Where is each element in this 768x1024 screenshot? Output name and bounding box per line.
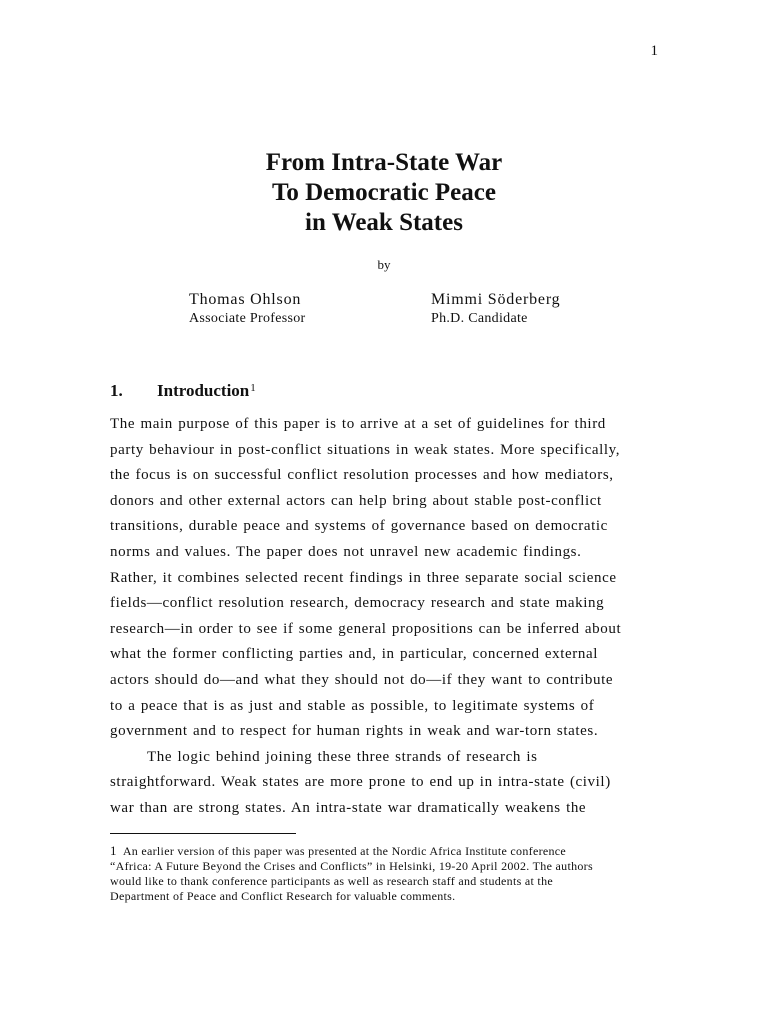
author-role: Associate Professor (189, 311, 306, 326)
text-line: norms and values. The paper does not unravel new academic findings. (110, 543, 582, 560)
text-line: transitions, durable peace and systems of governance based on democratic (110, 518, 608, 535)
footnote-line: “Africa: A Future Beyond the Crises and Conflicts” in Helsinki, 19-20 April 2002. The authors (110, 859, 593, 873)
author-block (431, 290, 560, 328)
section-number: 1. (110, 381, 123, 400)
paper-title (0, 148, 768, 238)
text-line: what the former conflicting parties and, in particular, concerned external (110, 646, 599, 663)
author-name: Mimmi Söderberg (431, 291, 561, 308)
text-line: the focus is on successful conflict resolution processes and how mediators, (110, 467, 614, 484)
text-line: fields—conflict resolution research, democracy research and state making (110, 595, 605, 612)
author-role: Ph.D. Candidate (431, 311, 528, 326)
footnote-line: would like to thank conference participants as well as research staff and students at the (110, 874, 553, 888)
footnote-reference: 1 (250, 382, 256, 394)
author-block (189, 290, 306, 328)
text-line: straightforward. Weak states are more prone to end up in intra-state (civil) (110, 774, 611, 791)
text-line: research—in order to see if some general propositions can be inferred about (110, 620, 622, 637)
footnote-text: An earlier version of this paper was presented at the Nordic Africa Institute conference (122, 844, 567, 858)
footnote-divider (110, 833, 296, 834)
text-line: party behaviour in post-conflict situations in weak states. More specifically, (110, 441, 621, 458)
title-line: To Democratic Peace (272, 179, 496, 206)
text-line: Rather, it combines selected recent findings in three separate social science (110, 569, 617, 586)
text-line: actors should do—and what they should not do—if they want to contribute (110, 671, 614, 688)
footnote (110, 843, 670, 904)
text-line: to a peace that is as just and stable as possible, to legitimate systems of (110, 697, 595, 714)
footnote-mark: 1 (110, 843, 117, 858)
page-number: 1 (650, 43, 658, 59)
text-line: The main purpose of this paper is to arrive at a set of guidelines for third (110, 416, 606, 432)
section-heading (110, 381, 256, 401)
text-line: The logic behind joining these three strands of research is (147, 748, 538, 765)
text-line: war than are strong states. An intra-state war dramatically weakens the (110, 799, 587, 816)
text-line: donors and other external actors can help bring about stable post-conflict (110, 492, 602, 509)
byline: by (377, 257, 391, 272)
text-line: government and to respect for human rights in weak and war-torn states. (110, 723, 599, 740)
footnote-line (110, 843, 670, 859)
body-text (110, 412, 660, 822)
title-line: From Intra-State War (265, 149, 503, 176)
footnote-line: Department of Peace and Conflict Research for valuable comments. (110, 889, 456, 903)
section-title: Introduction (157, 381, 250, 400)
title-line: in Weak States (305, 209, 463, 236)
author-name: Thomas Ohlson (189, 291, 302, 308)
